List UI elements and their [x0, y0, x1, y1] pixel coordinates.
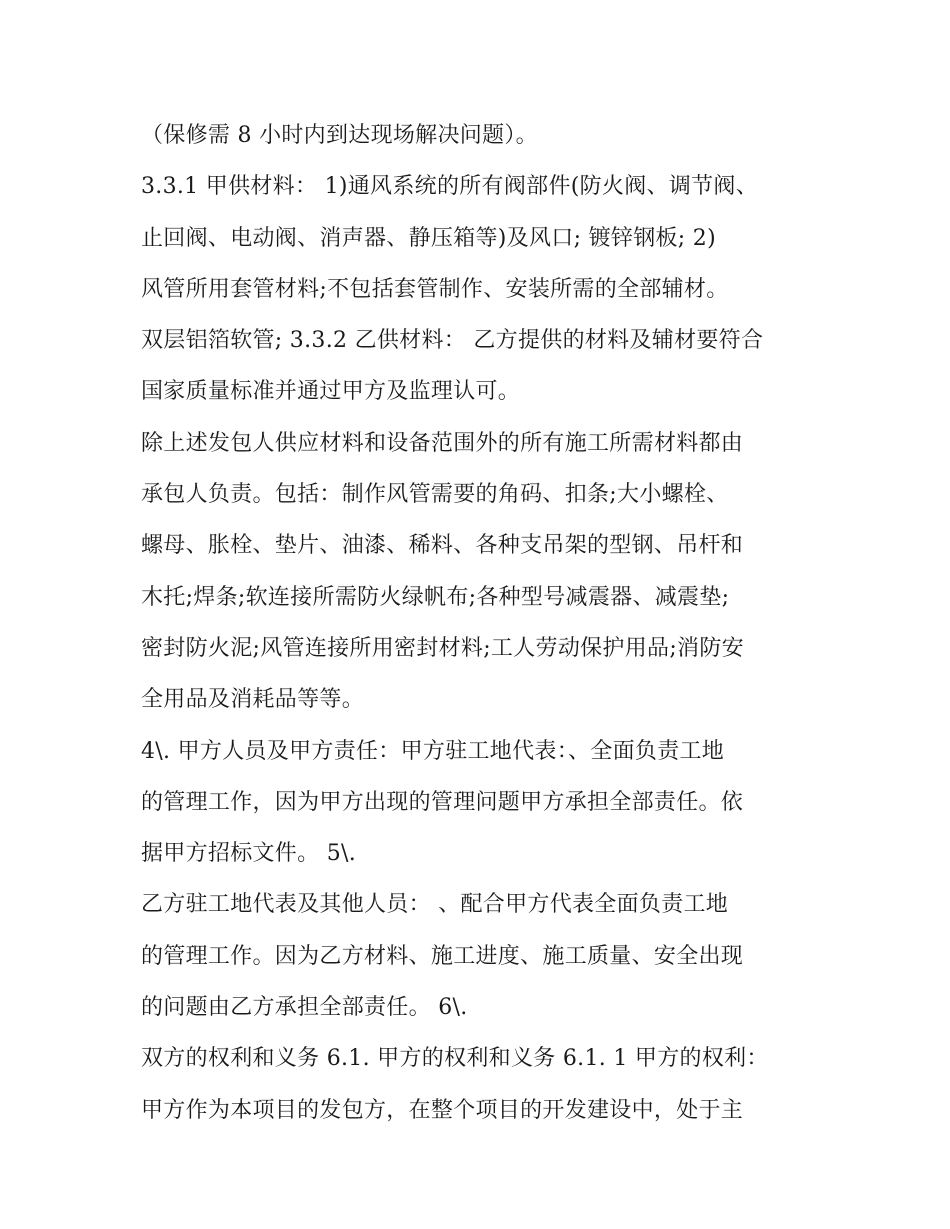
text-line: 据甲方招标文件。 5\.: [141, 841, 356, 867]
text-line: 风管所用套管材料;不包括套管制作、安装所需的全部辅材。: [141, 276, 729, 302]
text-line: 4\. 甲方人员及甲方责任：甲方驻工地代表：、全面负责工地: [141, 738, 725, 764]
text-line: 甲方作为本项目的发包方，在整个项目的开发建设中，处于主: [141, 1097, 744, 1123]
text-line: （保修需 8 小时内到达现场解决问题）。: [141, 123, 538, 148]
text-line: 的管理工作。因为乙方材料、施工进度、施工质量、安全出现: [141, 943, 744, 969]
text-line: 双层铝箔软管; 3.3.2 乙供材料： 乙方提供的材料及辅材要符合: [141, 328, 764, 354]
text-line: 乙方驻工地代表及其他人员： 、配合甲方代表全面负责工地: [141, 892, 729, 918]
text-line: 密封防火泥;风管连接所用密封材料;工人劳动保护用品;消防安: [141, 635, 744, 661]
text-line: 承包人负责。包括：制作风管需要的角码、扣条;大小螺栓、: [141, 482, 729, 508]
text-line: 双方的权利和义务 6.1. 甲方的权利和义务 6.1. 1 甲方的权利：: [141, 1046, 769, 1072]
text-line: 的管理工作，因为甲方出现的管理问题甲方承担全部责任。依: [141, 789, 744, 815]
text-line: 的问题由乙方承担全部责任。 6\.: [141, 995, 468, 1021]
text-line: 螺母、胀栓、垫片、油漆、稀料、各种支吊架的型钢、吊杆和: [141, 533, 744, 559]
text-line: 除上述发包人供应材料和设备范围外的所有施工所需材料都由: [141, 430, 744, 456]
text-line: 全用品及消耗品等等。: [141, 687, 365, 713]
text-line: 3.3.1 甲供材料： 1)通风系统的所有阀部件(防火阀、调节阀、: [141, 174, 759, 200]
document-body: [141, 110, 821, 1136]
text-line: 国家质量标准并通过甲方及监理认可。: [141, 379, 521, 405]
text-line: 木托;焊条;软连接所需防火绿帆布;各种型号减震器、减震垫;: [141, 584, 730, 610]
text-line: 止回阀、电动阀、消声器、静压箱等)及风口; 镀锌钢板; 2): [141, 225, 716, 251]
